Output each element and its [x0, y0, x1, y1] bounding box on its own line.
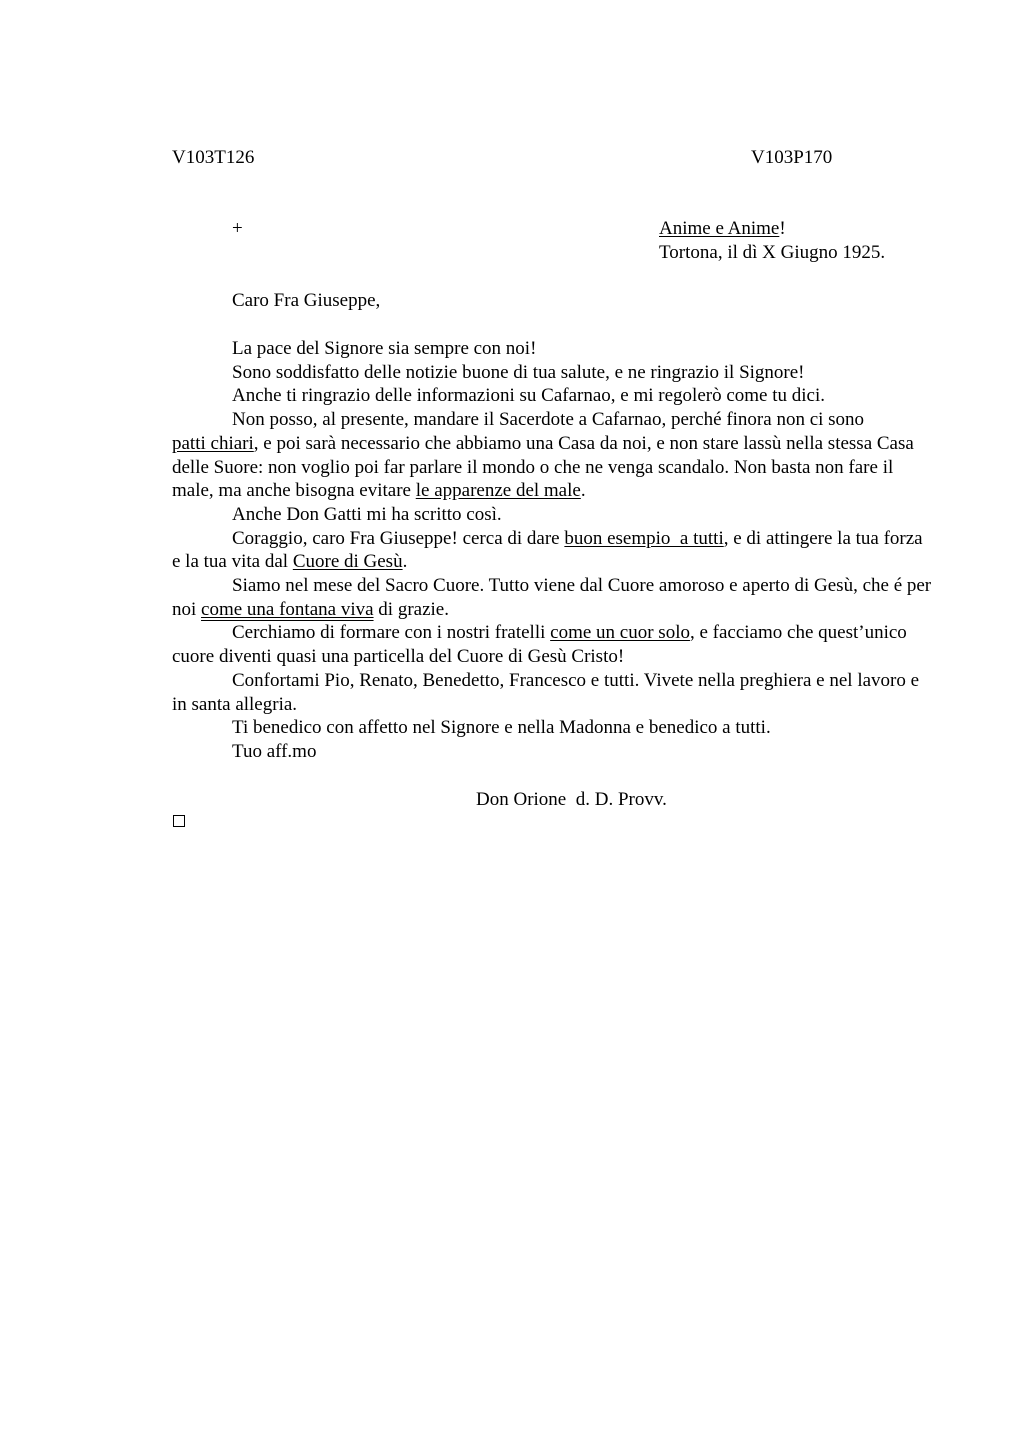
paragraph-3: Anche ti ringrazio delle informazioni su Cafarnao, e mi regolerò come tu dici. [232, 385, 826, 407]
signature: Don Orione d. D. Provv. [476, 789, 667, 810]
paragraph-8 [172, 621, 932, 668]
paragraph-7-end: di grazie. [373, 598, 449, 620]
date-line: Tortona, il dì X Giugno 1925. [659, 242, 886, 263]
closing-line: Tuo aff.mo [232, 740, 317, 762]
empty-checkbox-square [173, 815, 185, 827]
paragraph-8-start: Cerchiamo di formare con i nostri fratelli [232, 622, 551, 644]
paragraph-7-start: Siamo nel mese del Sacro Cuore. Tutto viene dal Cuore amoroso e aperto di Gesù, che é per noi [172, 575, 932, 620]
motto-suffix: ! [779, 218, 786, 239]
motto-text: Anime e Anime [659, 218, 780, 239]
paragraph-6-start: Coraggio, caro Fra Giuseppe! cerca di dare [232, 527, 565, 549]
paragraph-8-end: , e facciamo che quest’unico cuore diventi quasi una particella del Cuore di Gesù Cristo! [172, 622, 907, 668]
paragraph-9: Confortami Pio, Renato, Benedetto, Francesco e tutti. Vivete nella preghiera e nel lavoro e in santa allegria. [172, 669, 920, 715]
paragraph-2: Sono soddisfatto delle notizie buone di tua salute, e ne ringrazio il Signore! [232, 361, 805, 383]
paragraph-4-end: . [580, 480, 586, 502]
underlined-fontana-viva: come una fontana viva [201, 598, 374, 620]
underlined-patti-chiari: patti chiari [172, 432, 254, 454]
paragraph-6-mid: , e di attingere la tua forza e la tua vita dal [172, 527, 923, 573]
cross-symbol: + [232, 218, 243, 239]
paragraph-6-end: . [402, 551, 408, 573]
paragraph-7 [172, 574, 932, 621]
salutation: Caro Fra Giuseppe, [232, 290, 381, 311]
paragraph-5: Anche Don Gatti mi ha scritto così. [232, 503, 502, 525]
paragraph-6 [172, 527, 932, 574]
underlined-apparenze: le apparenze del male [415, 480, 581, 502]
letter-body [172, 337, 932, 764]
underlined-cuore-di-gesu: Cuore di Gesù [292, 551, 403, 573]
paragraph-10: Ti benedico con affetto nel Signore e nella Madonna e benedico a tutti. [232, 717, 771, 739]
paragraph-4-mid: , e poi sarà necessario che abbiamo una Casa da noi, e non stare lassù nella stessa Casa delle Suore: non voglio poi far parlare il mondo o che ne venga scandalo. Non basta non fare il male, ma anche bisogna evitare [172, 432, 914, 502]
paragraph-4 [172, 408, 932, 503]
header-left-code: V103T126 [172, 147, 255, 168]
header-right-code: V103P170 [751, 147, 833, 168]
paragraph-1: La pace del Signore sia sempre con noi! [232, 338, 537, 359]
underlined-buon-esempio: buon esempio a tutti [564, 527, 724, 549]
motto-line [659, 217, 786, 241]
underlined-cuor-solo: come un cuor solo [550, 622, 690, 644]
paragraph-4-line1: Non posso, al presente, mandare il Sacerdote a Cafarnao, perché finora non ci sono [232, 409, 865, 431]
